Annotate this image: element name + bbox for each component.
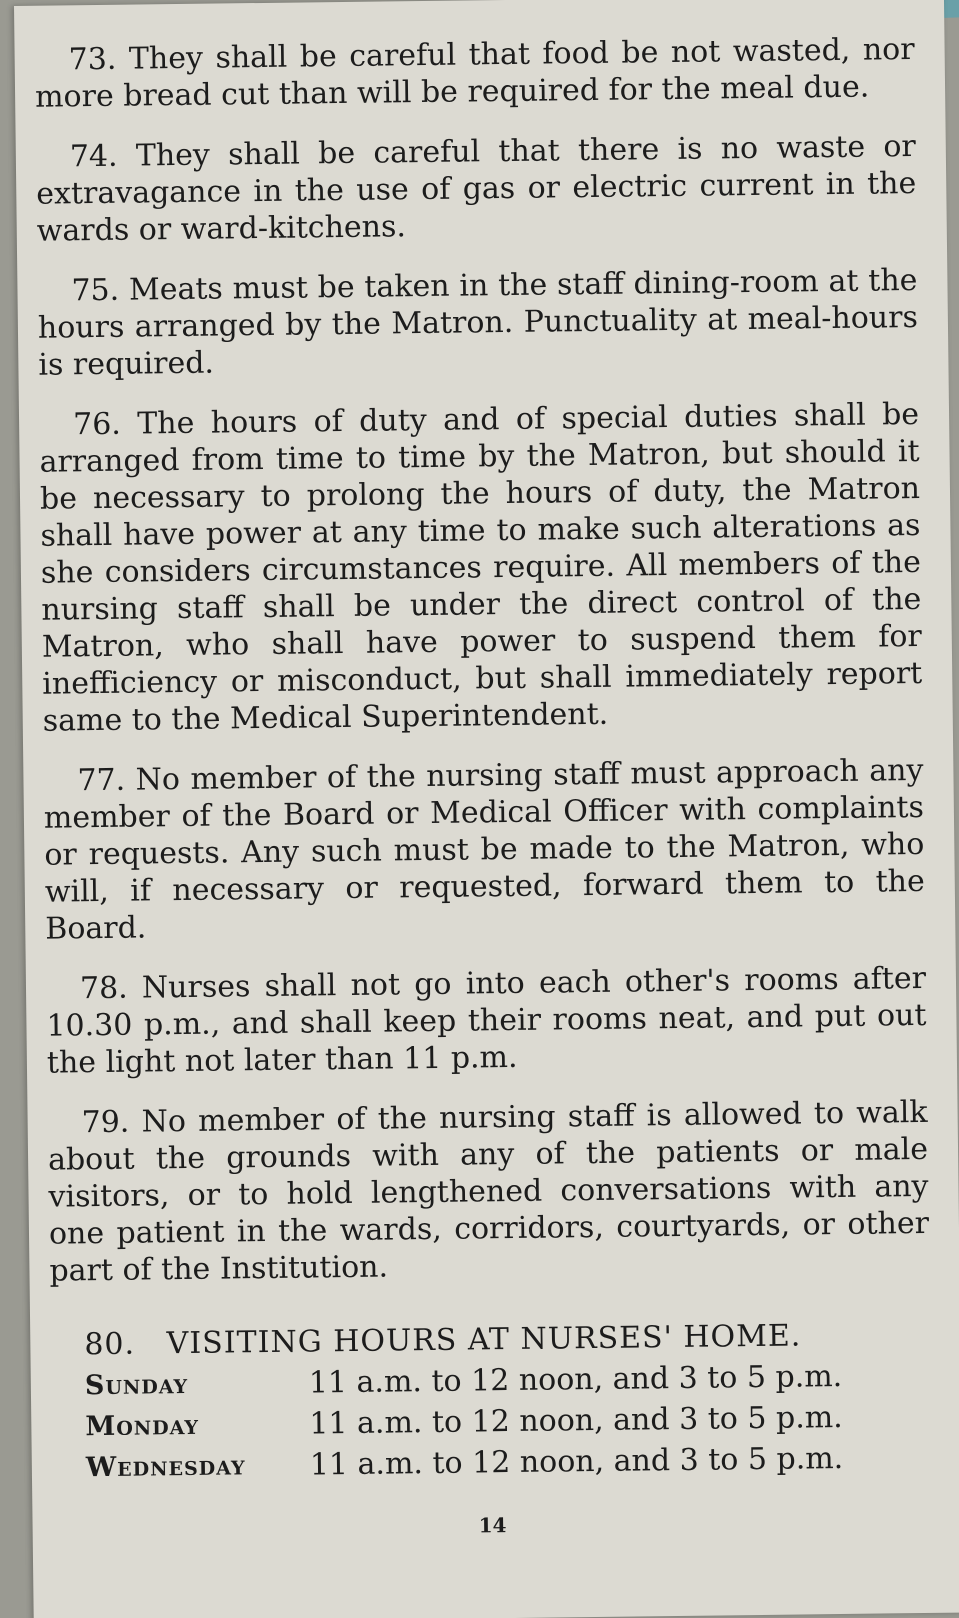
visiting-day: Wednesday [85, 1450, 246, 1484]
rule-number: 80. [84, 1326, 136, 1363]
visiting-day: Monday [85, 1409, 200, 1443]
rule-text: Nurses shall not go into each other's rooms after 10.30 p.m., and shall keep their rooms neat, and put out the light not later than 11 p.m. [46, 960, 927, 1081]
rule-79 [47, 1094, 929, 1290]
book-page [14, 0, 959, 1618]
rule-number: 78. [79, 970, 128, 1007]
visiting-time: 11 a.m. to 12 noon, and 3 to 5 p.m. [308, 1358, 843, 1401]
rule-78 [46, 960, 927, 1082]
rule-75 [37, 262, 918, 384]
visiting-time: 11 a.m. to 12 noon, and 3 to 5 p.m. [309, 1440, 844, 1483]
rule-text: No member of the nursing staff must approach any member of the Board or Medical Officer with complaints or requests. Any such must be made to the Matron, who will, if necessary or requested, forward them to the Board. [43, 752, 925, 947]
rule-number: 76. [72, 406, 122, 443]
rule-number: 74. [69, 138, 118, 175]
rule-text: No member of the nursing staff is allowed to walk about the grounds with any of the patients or male visitors, or to hold lengthened conversations with any one patient in the wards, corridors, courtyards, or other part of the Institution. [47, 1094, 930, 1289]
rule-number: 73. [68, 41, 117, 78]
rule-text: They shall be careful that food be not wasted, nor more bread cut than will be required for the meal due. [34, 32, 915, 115]
page-text [34, 31, 932, 1550]
rule-76 [39, 396, 923, 740]
rule-77 [43, 752, 925, 948]
rule-text: Meats must be taken in the staff dining-room at the hours arranged by the Matron. Punctuality at meal-hours is required. [37, 262, 919, 383]
page-number: 14 [478, 1513, 507, 1538]
visiting-hours-section [50, 1315, 932, 1489]
rule-73 [34, 31, 915, 116]
heading-text: VISITING HOURS AT NURSES' HOME. [166, 1318, 802, 1362]
rule-text: The hours of duty and of special duties shall be arranged from time to time by the Matron, but should it be necessary to prolong the hours of duty, the Matron shall have power at any time to make such alterations as she considers circumstances require. All members of the nursing staff shall be under the direct control of the Matron, who shall have power to suspend them for inefficiency or misconduct, but shall immediately report same to the Medical Superintendent. [39, 396, 923, 739]
visiting-time: 11 a.m. to 12 noon, and 3 to 5 p.m. [309, 1399, 843, 1442]
visiting-day: Sunday [84, 1368, 189, 1402]
rule-number: 77. [77, 762, 126, 799]
rule-number: 75. [71, 272, 120, 309]
rule-74 [36, 128, 917, 250]
rule-number: 79. [81, 1104, 130, 1141]
rule-text: They shall be careful that there is no waste or extravagance in the use of gas or electric current in the wards or ward-kitchens. [36, 128, 917, 249]
